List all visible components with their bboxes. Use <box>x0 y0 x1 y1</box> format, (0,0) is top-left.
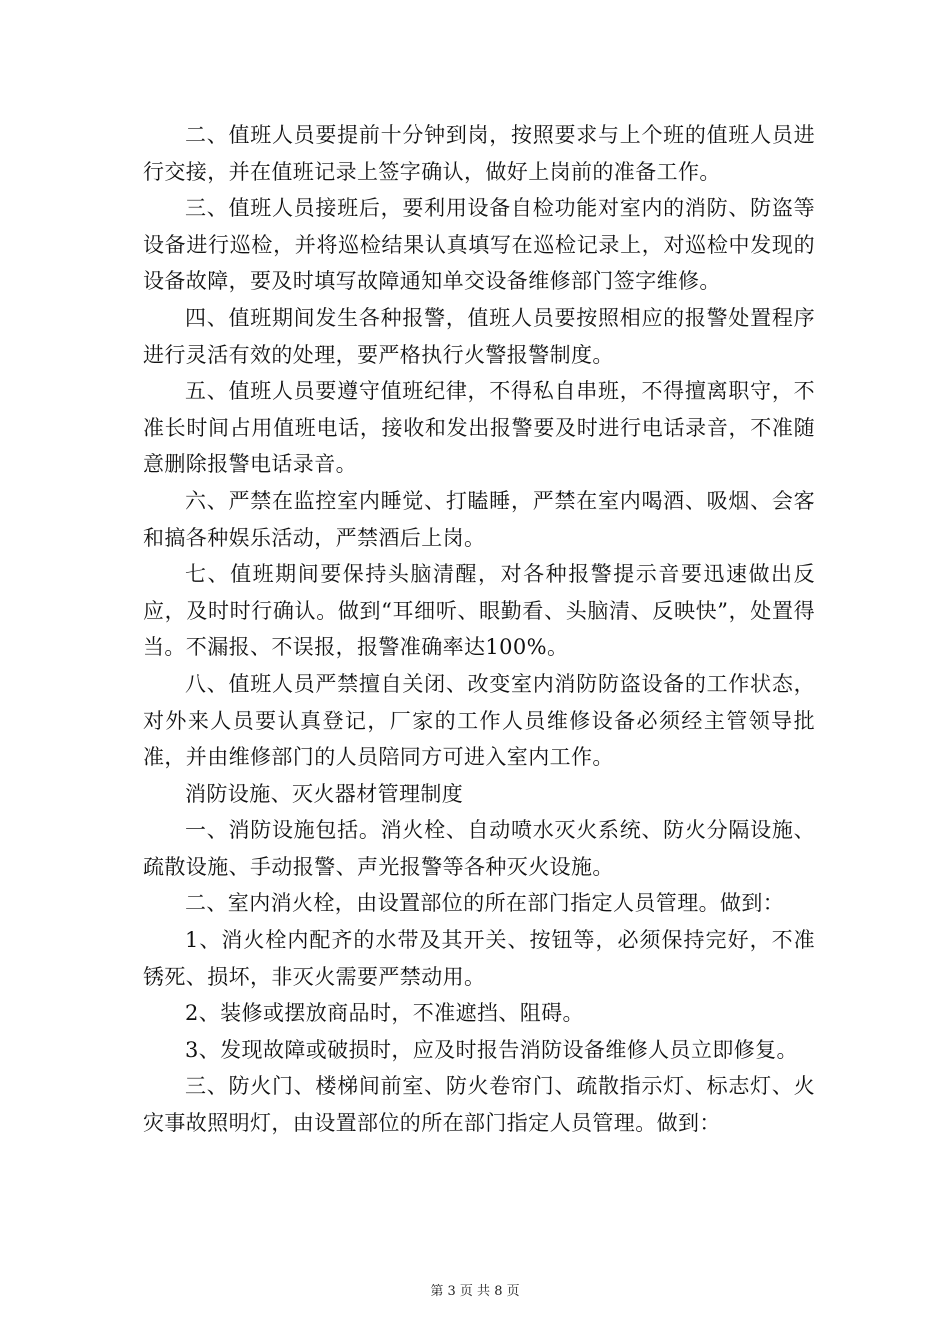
list-item-2: 2、装修或摆放商品时，不准遮挡、阻碍。 <box>185 1001 584 1026</box>
page-footer <box>0 1280 950 1299</box>
page-number: 第 3 页 共 8 页 <box>430 1284 520 1299</box>
document-body <box>143 117 815 1142</box>
section-heading: 消防设施、灭火器材管理制度 <box>185 781 464 806</box>
paragraph-7: 七、值班期间要保持头脑清醒，对各种报警提示音要迅速做出反应，及时时行确认。做到“耳细听、眼勤看、头脑清、反映快”，处置得当。不漏报、不误报，报警准确率达100%。 <box>143 562 815 660</box>
paragraph-facilities-3: 三、防火门、楼梯间前室、防火卷帘门、疏散指示灯、标志灯、火灾事故照明灯，由设置部位的所在部门指定人员管理。做到： <box>143 1074 815 1136</box>
paragraph-8: 八、值班人员严禁擅自关闭、改变室内消防防盗设备的工作状态，对外来人员要认真登记，厂家的工作人员维修设备必须经主管领导批准，并由维修部门的人员陪同方可进入室内工作。 <box>143 671 815 770</box>
paragraph-facilities-2: 二、室内消火栓，由设置部位的所在部门指定人员管理。做到： <box>185 891 785 916</box>
paragraph-4: 四、值班期间发生各种报警，值班人员要按照相应的报警处置程序进行灵活有效的处理，要严格执行火警报警制度。 <box>143 305 815 367</box>
paragraph-2: 二、值班人员要提前十分钟到岗，按照要求与上个班的值班人员进行交接，并在值班记录上签字确认，做好上岗前的准备工作。 <box>143 123 815 184</box>
paragraph-facilities-1: 一、消防设施包括。消火栓、自动喷水灭火系统、防火分隔设施、疏散设施、手动报警、声光报警等各种灭火设施。 <box>143 818 815 879</box>
paragraph-3: 三、值班人员接班后，要利用设备自检功能对室内的消防、防盗等设备进行巡检，并将巡检结果认真填写在巡检记录上，对巡检中发现的设备故障，要及时填写故障通知单交设备维修部门签字维修。 <box>143 196 815 294</box>
list-item-3: 3、发现故障或破损时，应及时报告消防设备维修人员立即修复。 <box>185 1037 798 1062</box>
paragraph-6: 六、严禁在监控室内睡觉、打瞌睡，严禁在室内喝酒、吸烟、会客和搞各种娱乐活动，严禁酒后上岗。 <box>143 488 815 550</box>
paragraph-5: 五、值班人员要遵守值班纪律，不得私自串班，不得擅离职守，不准长时间占用值班电话，接收和发出报警要及时进行电话录音，不准随意删除报警电话录音。 <box>143 379 815 477</box>
list-item-1: 1、消火栓内配齐的水带及其开关、按钮等，必须保持完好，不准锈死、损坏，非灭火需要严禁动用。 <box>143 928 815 989</box>
